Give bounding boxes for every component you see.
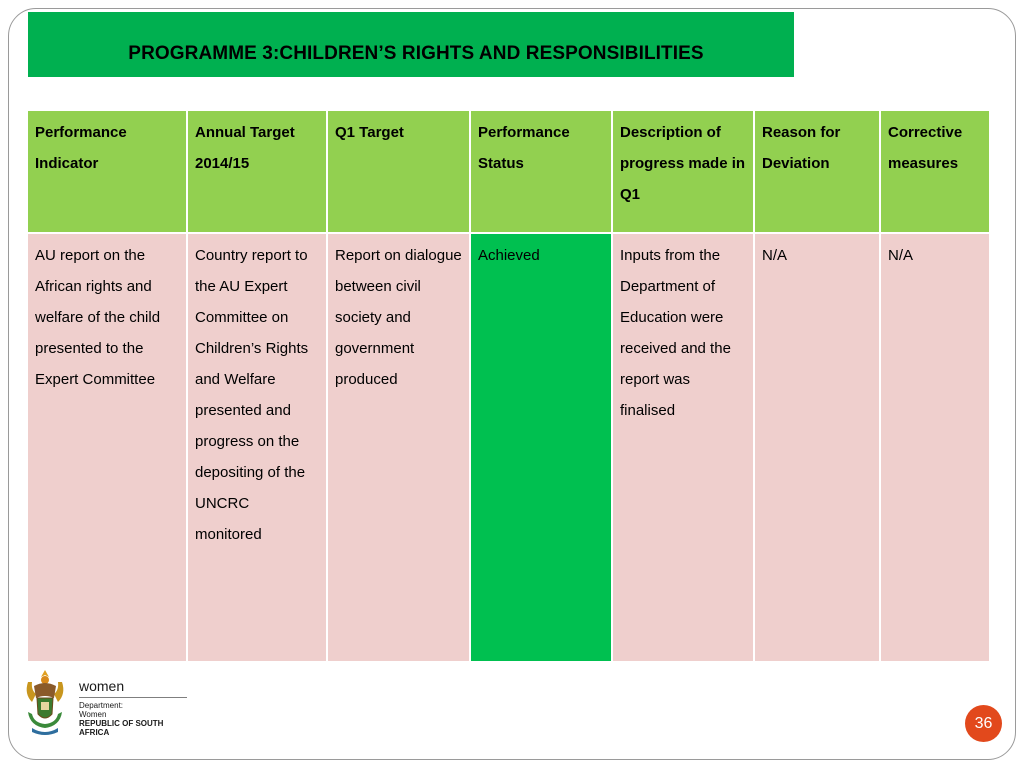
department-logo [22,668,192,740]
table-header-row [27,110,990,233]
table-row [27,233,990,662]
cell-q1-target: Report on dialogue between civil society and government produced [327,233,470,662]
logo-country: REPUBLIC OF SOUTH AFRICA [79,719,164,737]
cell-performance-status: Achieved [470,233,612,662]
header-performance-status: Performance Status [470,110,612,233]
coat-of-arms-icon [22,668,68,738]
cell-performance-indicator: AU report on the African rights and welfare of the child presented to the Expert Committee [27,233,187,662]
cell-corrective-measures: N/A [880,233,990,662]
title-bar [28,12,794,77]
header-corrective-measures: Corrective measures [880,110,990,233]
cell-annual-target: Country report to the AU Expert Committee on Children’s Rights and Welfare presented and progress on the depositing of the UNCRC monitored [187,233,327,662]
logo-dept-line1: Department: [79,701,124,710]
header-performance-indicator: Performance Indicator [27,110,187,233]
logo-dept-line2: Women [79,710,107,719]
logo-wordmark: women [79,678,125,694]
page-number-badge: 36 [965,705,1002,742]
header-annual-target: Annual Target 2014/15 [187,110,327,233]
header-description-of-progress: Description of progress made in Q1 [612,110,754,233]
logo-divider [79,697,187,698]
slide-title: PROGRAMME 3:CHILDREN’S RIGHTS AND RESPONSIBILITIES [128,42,704,64]
header-reason-for-deviation: Reason for Deviation [754,110,880,233]
cell-description-of-progress: Inputs from the Department of Education were received and the report was finalised [612,233,754,662]
cell-reason-for-deviation: N/A [754,233,880,662]
header-q1-target: Q1 Target [327,110,470,233]
performance-table [26,109,991,663]
logo-department [79,701,123,719]
